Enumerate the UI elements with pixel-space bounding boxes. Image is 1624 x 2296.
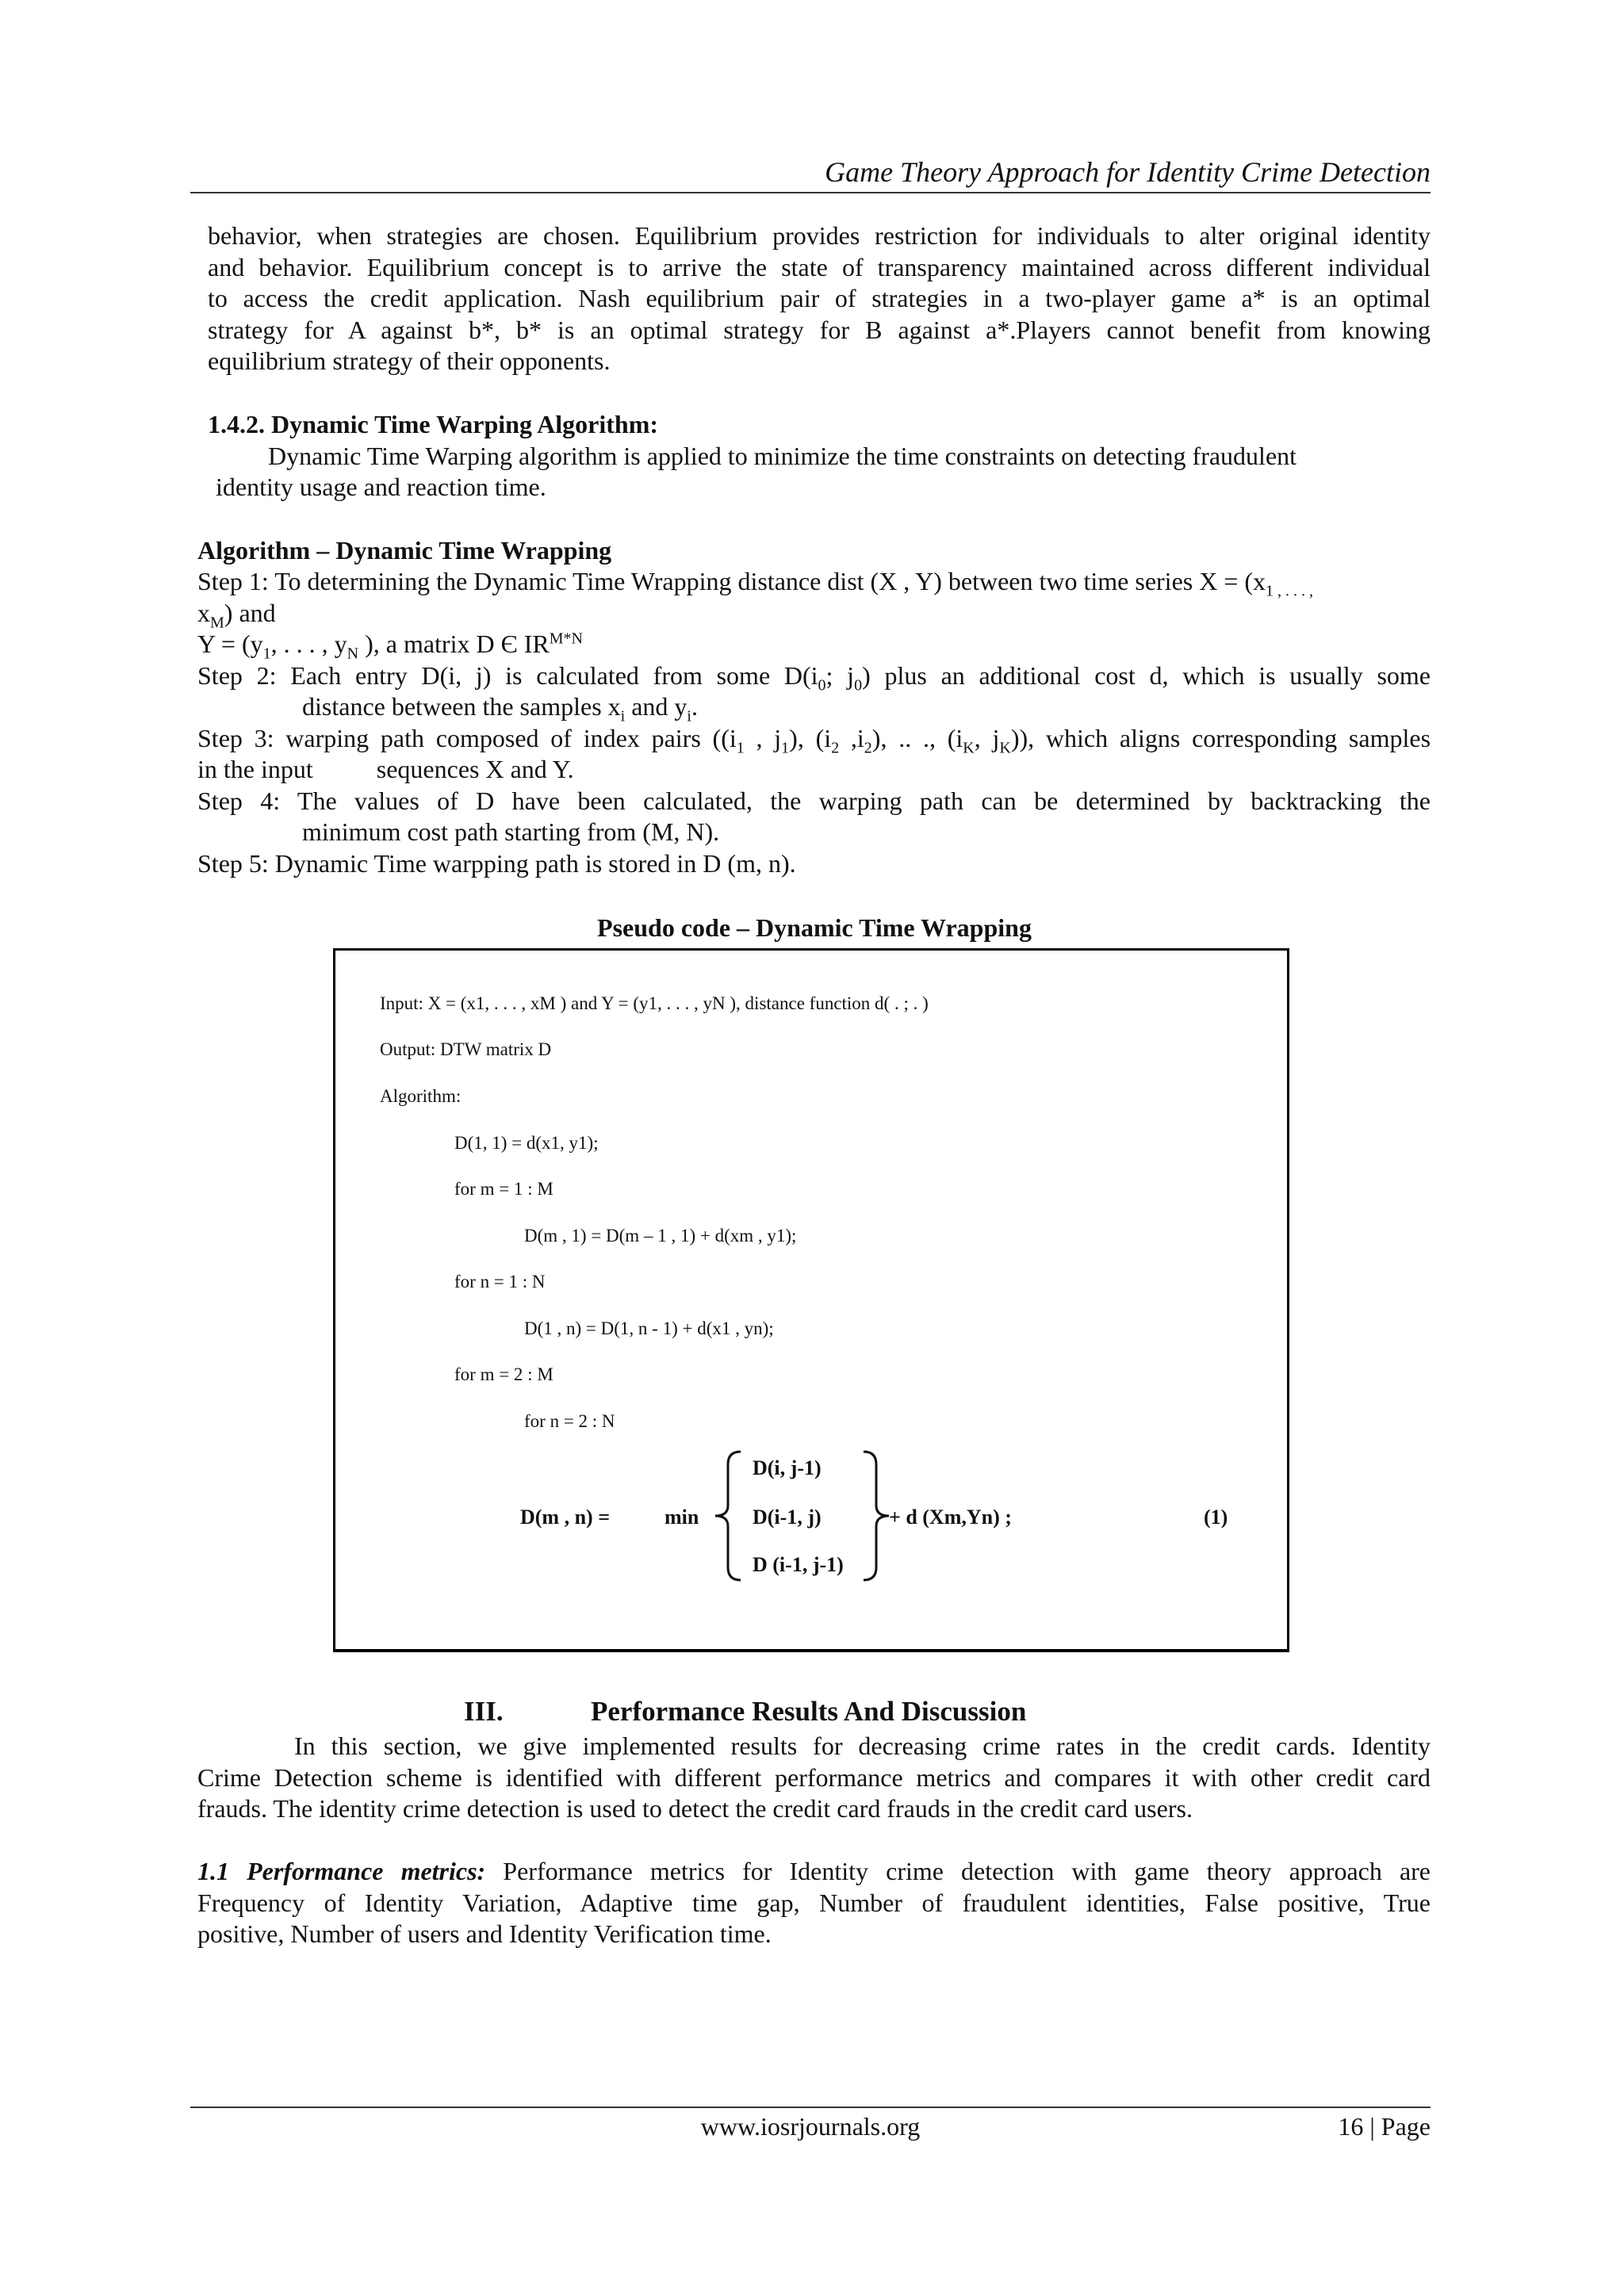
step-2-text: ) plus an additional cost d, which is usually some bbox=[862, 660, 1431, 690]
equation-lhs: D(m , n) = bbox=[520, 1506, 611, 1529]
step-3-text: Step 3: warping path composed of index pairs ((i bbox=[197, 723, 737, 752]
step-1-line-1 bbox=[197, 566, 1431, 598]
equation-case-3: D (i-1, j-1) bbox=[753, 1553, 844, 1576]
step-2-text: distance between the samples x bbox=[302, 692, 621, 721]
m-sub: M bbox=[210, 613, 224, 631]
step-5: Step 5: Dynamic Time warpping path is stored in D (m, n). bbox=[197, 848, 796, 878]
equation-number: (1) bbox=[1204, 1506, 1228, 1529]
x-var: x bbox=[197, 598, 210, 627]
pseudo-code-box-bottom bbox=[333, 1649, 1289, 1652]
step-3-text: ), (i bbox=[789, 723, 832, 752]
sub-n: N bbox=[347, 645, 359, 663]
code-output: Output: DTW matrix D bbox=[380, 1039, 552, 1059]
code-line: for n = 1 : N bbox=[454, 1272, 546, 1292]
footer-page-number: 16 | Page bbox=[1338, 2112, 1431, 2141]
sub: K bbox=[999, 738, 1011, 756]
dtw-line-1: Dynamic Time Warping algorithm is applied to minimize the time constraints on detecting fraudulent bbox=[268, 442, 1297, 470]
sub-0: 0 bbox=[818, 675, 826, 694]
section-title: Performance Results And Discussion bbox=[591, 1696, 1027, 1727]
intro-line: and behavior. Equilibrium concept is to arrive the state of transparency maintained across different individual bbox=[208, 252, 1431, 281]
step-1-sub: 1 , . . . , bbox=[1266, 582, 1314, 600]
sub: 2 bbox=[831, 738, 840, 756]
code-line: D(m , 1) = D(m – 1 , 1) + d(xm , y1); bbox=[524, 1226, 797, 1246]
step-2-text: Step 2: Each entry D(i, j) is calculated from some D(i bbox=[197, 660, 818, 690]
metrics-heading: 1.1 Performance metrics: bbox=[197, 1857, 486, 1885]
paragraph-line: In this section, we give implemented results for decreasing crime rates in the credit cards. Identity bbox=[294, 1732, 1431, 1760]
sub-i: i bbox=[687, 707, 691, 725]
code-line: for m = 1 : M bbox=[454, 1179, 553, 1199]
step-3-line-2: in the input sequences X and Y. bbox=[197, 755, 574, 783]
metrics-line: Frequency of Identity Variation, Adaptive time gap, Number of fraudulent identities, False positive, True bbox=[197, 1888, 1431, 1917]
running-header: Game Theory Approach for Identity Crime Detection bbox=[825, 156, 1431, 188]
sub: K bbox=[963, 738, 975, 756]
step-1-text: ) and bbox=[224, 598, 276, 627]
equation-rhs: + d (Xm,Yn) ; bbox=[889, 1506, 1012, 1529]
step-4-line-2: minimum cost path starting from (M, N). bbox=[302, 817, 720, 846]
code-line: D(1, 1) = d(x1, y1); bbox=[454, 1133, 599, 1153]
intro-line: behavior, when strategies are chosen. Equilibrium provides restriction for individuals to alter original identity bbox=[208, 221, 1431, 250]
step-2-line-1 bbox=[197, 660, 1431, 692]
paragraph-line: Crime Detection scheme is identified with different performance metrics and compares it with other credit card bbox=[197, 1762, 1431, 1792]
code-line: for n = 2 : N bbox=[524, 1411, 615, 1431]
step-2-text: . bbox=[691, 692, 698, 721]
left-brace-icon bbox=[712, 1450, 744, 1582]
sub: 1 bbox=[736, 738, 745, 756]
dtw-heading: 1.4.2. Dynamic Time Warping Algorithm: bbox=[208, 410, 659, 438]
code-line: for m = 2 : M bbox=[454, 1364, 553, 1384]
step-1-line-2 bbox=[197, 598, 1431, 629]
sub: 2 bbox=[864, 738, 872, 756]
pseudo-code-caption: Pseudo code – Dynamic Time Wrapping bbox=[597, 913, 1032, 942]
y-text: , . . . , y bbox=[270, 629, 347, 658]
step-3-line-1 bbox=[197, 723, 1431, 755]
sub: 1 bbox=[781, 738, 790, 756]
sub-1: 1 bbox=[262, 645, 271, 663]
step-2-text: ; j bbox=[825, 660, 855, 690]
step-3-text: , j bbox=[744, 723, 782, 752]
equation-case-2: D(i-1, j) bbox=[753, 1506, 822, 1529]
sup-mn: M*N bbox=[549, 629, 583, 648]
step-4-line-1: Step 4: The values of D have been calculated, the warping path can be determined by backtracking the bbox=[197, 786, 1431, 815]
y-text: Y = (y bbox=[197, 629, 263, 658]
code-algorithm-label: Algorithm: bbox=[380, 1086, 462, 1106]
header-rule bbox=[190, 192, 1431, 193]
pseudo-code-box bbox=[333, 948, 1289, 1650]
step-3-text: , j bbox=[974, 723, 1000, 752]
code-input: Input: X = (x1, . . . , xM ) and Y = (y1, . . . , yN ), distance function d( . ; . ) bbox=[380, 993, 929, 1013]
y-text: ), a matrix D Є IR bbox=[358, 629, 550, 658]
step-2-text: and y bbox=[625, 692, 688, 721]
right-brace-icon bbox=[860, 1450, 892, 1582]
section-paragraph bbox=[197, 1731, 1431, 1825]
step-3-text: ), .. ., (i bbox=[871, 723, 963, 752]
dtw-line-2: identity usage and reaction time. bbox=[216, 473, 546, 501]
step-1-line-3 bbox=[197, 629, 1431, 663]
equation-case-1: D(i, j-1) bbox=[753, 1456, 822, 1479]
footer-site: www.iosrjournals.org bbox=[700, 2112, 921, 2141]
code-line: D(1 , n) = D(1, n - 1) + d(x1 , yn); bbox=[524, 1318, 774, 1338]
intro-line: equilibrium strategy of their opponents. bbox=[208, 346, 611, 375]
algorithm-title: Algorithm – Dynamic Time Wrapping bbox=[197, 536, 612, 564]
algorithm-steps bbox=[197, 566, 1431, 879]
footer bbox=[190, 2112, 1431, 2147]
intro-paragraph bbox=[208, 220, 1431, 377]
metrics-line: positive, Number of users and Identity Verification time. bbox=[197, 1919, 772, 1948]
footer-rule bbox=[190, 2107, 1431, 2108]
sub-i: i bbox=[620, 707, 626, 725]
equation-min: min bbox=[665, 1506, 699, 1529]
step-3-text: ,i bbox=[839, 723, 864, 752]
step-1-text: Step 1: To determining the Dynamic Time Wrapping distance dist (X , Y) between two time series X = (x bbox=[197, 567, 1266, 595]
paragraph-line: frauds. The identity crime detection is used to detect the credit card frauds in the credit card users. bbox=[197, 1794, 1193, 1823]
intro-line: strategy for A against b*, b* is an optimal strategy for B against a*.Players cannot benefit from knowing bbox=[208, 315, 1431, 344]
intro-line: to access the credit application. Nash equilibrium pair of strategies in a two-player game a* is an optimal bbox=[208, 284, 1431, 312]
step-2-line-2 bbox=[197, 691, 1431, 723]
step-3-text: )), which aligns corresponding samples bbox=[1010, 723, 1431, 752]
sub-0: 0 bbox=[854, 675, 863, 694]
metrics-paragraph bbox=[197, 1856, 1431, 1950]
metrics-text: Performance metrics for Identity crime detection with game theory approach are bbox=[485, 1857, 1431, 1885]
section-number: III. bbox=[464, 1696, 504, 1727]
metrics-line-1 bbox=[197, 1856, 1431, 1888]
